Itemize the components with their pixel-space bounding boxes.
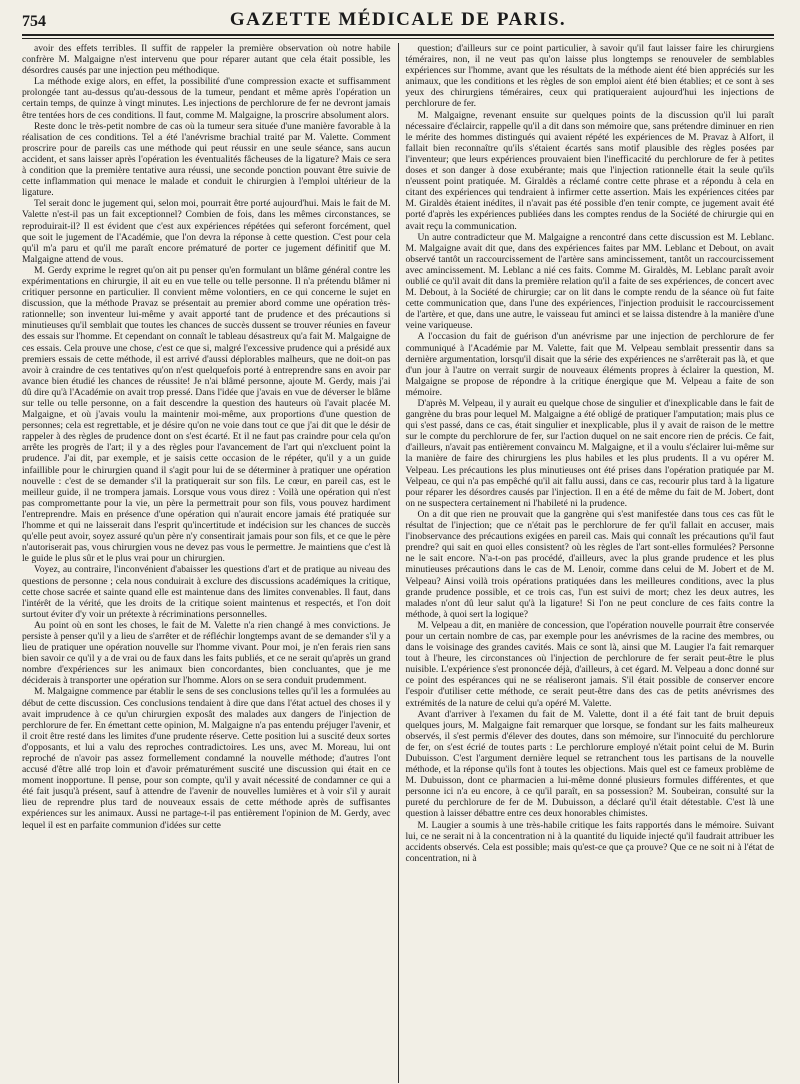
journal-title: GAZETTE MÉDICALE DE PARIS.	[229, 9, 567, 30]
paragraph: M. Velpeau a dit, en manière de concession, que l'opération nouvelle pourrait être conservée pour un certain nombre de cas, par exemple pour les anévrismes de la racine des membres, ou dans le voisinage des grandes cavités. Mais ce sont là, ainsi que M. Laugier l'a fait remarquer tout à l'heure, les circonstances où l'injection de perchlorure de fer serait peut-être le plus nuisible. L'expérience s'est prononcée déjà, d'ailleurs, à cet égard. M. Velpeau a donc donné sur ce point des espérances qui ne se réaliseront jamais. S'il était possible de conserver encore l'espoir d'utiliser cette méthode, ce serait peut-être dans des cas de petits anévrismes des extrémités de la nature de celui qu'a opéré M. Valette.	[405, 619, 774, 709]
right-column	[405, 43, 774, 1083]
paragraph: La méthode exige alors, en effet, la possibilité d'une compression exacte et suffisamment prolongée tant au-dessus qu'au-dessous de la tumeur, pendant et même après l'opération un certain temps, de quinze à vingt minutes. Les injections de perchlorure de fer ne devront jamais être tentées hors de ces conditions. Il faut, comme M. Malgaigne, la proscrire absolument alors.	[22, 76, 391, 121]
paragraph: Au point où en sont les choses, le fait de M. Valette n'a rien changé à mes convictions. Je persiste à penser qu'il y a lieu de s'arrêter et de réfléchir longtemps avant de se demander s'il y a lieu de pratiquer une opération nouvelle sur l'homme vivant. Pour moi, je n'en ferais rien sans bien savoir ce qu'il y a de vrai ou de faux dans les faits publiés, et ce ne serait qu'après un grand nombre d'expériences sur les animaux bien concordantes, bien concluantes, que je me déciderais à transporter une opération sur l'homme. Alors on se sera conduit prudemment.	[22, 619, 391, 687]
paragraph: question; d'ailleurs sur ce point particulier, à savoir qu'il faut laisser faire les chirurgiens téméraires, non, il ne veut pas qu'on laisse plus longtemps se renouveler de semblables expériences sur l'homme, avant que les résultats de la méthode aient été bien appréciés sur les animaux, que les conditions et les règles de son emploi aient été bien établies; et ce sont à ses yeux des chirurgiens téméraires, ceux qui pratiqueraient aujourd'hui les injections de perchlorure de fer.	[405, 43, 774, 110]
paragraph: On a dit que rien ne prouvait que la gangrène qui s'est manifestée dans tous ces cas fût le résultat de l'injection; que ce n'était pas le perchlorure de fer qu'il fallait en accuser, mais l'inobservance des précautions exigées en pareil cas. Mais qui connaît les précautions qu'il faut prendre? qui sait en quoi elles consistent? où les règles de l'art sont-elles formulées? Personne ne le sait encore. N'a-t-on pas procédé, d'ailleurs, avec la plus grande prudence et les plus minutieuses précautions dans le cas de M. Lenoir, comme dans celui de M. Jobert et de M. Velpeau? Ainsi voilà trois opérations pratiquées dans les meilleures conditions, avec la plus grande prudence possible, et ce trois cas, l'un est suivi de mort; chez les deux autres, les malades n'ont dû leur salut qu'à la ligature! Si l'on ne peut conclure de ces faits contre la méthode, à quoi sert la logique?	[405, 508, 774, 620]
header-rule	[22, 38, 774, 39]
paragraph: Voyez, au contraire, l'inconvénient d'abaisser les questions d'art et de pratique au niveau des questions de personne ; cela nous conduirait à exclure des discussions académiques la critique, cette chose sacrée et sainte quand elle est maintenue dans des limites convenables. Il faut, dans l'intérêt de la vérité, que les droits de la critique soient maintenus et respectés, et l'on doit surtout éviter d'y voir un prétexte à récriminations personnelles.	[22, 564, 391, 620]
paragraph: M. Malgaigne, revenant ensuite sur quelques points de la discussion qu'il lui paraît nécessaire d'éclaircir, rappelle qu'il a dit dans son mémoire que, sans prétendre diminuer en rien le mérite des hommes distingués qui avaient répété les expériences de M. Pravaz à Alfort, il fallait bien reconnaître qu'ils s'étaient écartés sans motif plausible des règles posées par l'inventeur; que leurs expériences prouvaient bien l'inefficacité du perchlorure de fer à petites doses et son danger à dose exubérante; mais que l'injection rationnelle était la seule qu'ils n'eussent point pratiquée. M. Giraldès a réclamé contre cette phrase et a répondu à cela en citant des expériences qui tendraient à infirmer cette assertion. Mais les expériences citées par M. Giraldès étaient inédites, il n'avait pas été possible d'en tenir compte, ce jugement avait été porté d'après les expériences publiées dans les comptes rendus de la Société de chirurgie qui en avait reçu la communication.	[405, 109, 774, 232]
paragraph: M. Gerdy exprime le regret qu'on ait pu penser qu'en formulant un blâme général contre les expérimentations en chirurgie, il ait eu en vue telle ou telle personne. Il n'a prétendu blâmer ni critiquer personne en particulier. Il convient même volontiers, en ce qui concerne le sujet en discussion, que la méthode Pravaz se présentait au premier abord comme une opération très-rationnelle; son inventeur lui-même y avait apporté tant de prudence et des précautions si minutieuses qu'il semblait que toutes les chances de succès dussent se trouver réunies en faveur des essais sur l'homme. Et cependant on connaît le tableau désastreux qu'a fait M. Malgaigne de ces essais. Cela prouve une chose, c'est ce que si, malgré l'excessive prudence qui a présidé aux premiers essais de cette méthode, il est arrivé d'aussi déplorables malheurs, que ne doit-on pas avoir à craindre de ces tentatives qu'on n'est quelquefois porté à entreprendre sans en avoir par avance bien étudié les chances de réussite! Je n'ai blâmé personne, ajoute M. Gerdy, mais j'ai dû dire qu'à l'Académie on avait trop pressé. Dans l'idée que j'avais en vue de déverser le blâme sur telle ou telle personne, on a fait descendre la question des hauteurs où l'avait placée M. Malgaigne, et où j'avais voulu la maintenir moi-même, aux proportions d'une question de personnes; cela est regrettable, et je désire qu'on ne voie dans tout ce que j'ai dit que le désir de rappeler à des règles de prudence dont on s'est écarté. Et il ne faut pas craindre pour cela qu'on arrête les progrès de l'art; il y a des règles pour l'avancement de l'art qui n'excluent point la prudence. J'ai dit, par exemple, et je saisis cette occasion de le répéter, qu'il y a un guide infaillible pour le chirurgien quand il s'agit pour lui de se déterminer à pratiquer une opération nouvelle : c'est de se demander s'il la pratiquerait sur son fils. Le cœur, en pareil cas, est le meilleur guide, il ne trompera jamais. Lorsque vous vous direz : Voilà une opération qui n'est pas compromettante pour la vie, un père la permettrait pour son fils, vous pouvez hardiment l'entreprendre. Mais en présence d'une opération qui n'aurait encore jamais été pratiquée sur l'homme et qui ne laisserait dans l'esprit qu'incertitude et indécision sur les chances de succès qu'elle peut avoir, soyez assuré qu'un père n'y consentirait jamais pour son fils, et ce que le père n'autoriserait pas, vous chirurgien vous ne devez pas vous le permettre. Je maintiens que c'est là le guide le plus sûr et le plus vrai pour un chirurgien.	[22, 264, 391, 565]
column-divider	[398, 43, 399, 1083]
paragraph: M. Laugier a soumis à une très-habile critique les faits rapportés dans le mémoire. Suivant lui, ce ne serait ni à la concentration ni à la quantité du liquide injecté qu'il faudrait attribuer les accidents observés. Cela est possible; mais qu'est-ce que ça prouve? Que ce ne soit ni à l'état de concentration, ni à	[405, 819, 774, 864]
page-number: 754	[22, 13, 46, 30]
paragraph: Avant d'arriver à l'examen du fait de M. Valette, dont il a été fait tant de bruit depuis quelques jours, M. Malgaigne fait remarquer que lorsque, se fondant sur les faits malheureux observés, il s'est permis d'élever des doutes, dans son mémoire, sur l'innocuité du perchlorure de fer, on s'est écrié de toutes parts : Le perchlorure employé n'était point celui de M. Burin Dubuisson. C'est l'argument dernière lequel se retranchent tous les partisans de la nouvelle méthode, et la réponse qu'ils font à toutes les objections. Mais quel est ce fameux problème de M. Dubuisson, dont ce pharmacien a lui-même donné plusieurs formules différentes, et que personne ici n'a eu encore, à ce qu'il paraît, en sa possession? M. Soubeiran, consulté sur la pureté du perchlorure de fer de M. Dubuisson, a déclaré qu'il était détestable. C'est là une question à laisser débattre entre ces deux honorables chimistes.	[405, 708, 774, 820]
paragraph: Tel serait donc le jugement qui, selon moi, pourrait être porté aujourd'hui. Mais le fait de M. Valette n'est-il pas un fait exceptionnel? Combien de fois, dans les mêmes circonstances, se reproduirait-il? Il est évident que c'est aux expériences répétées qui seferont forcément, quel que soit le jugement de l'Académie, que l'on devra la réponse à cette question. C'est pour cela qu'il m'a paru et qu'il me paraît encore prématuré de porter ce jugement définitif que M. Malgaigne attend de vous.	[22, 198, 391, 265]
paragraph: A l'occasion du fait de guérison d'un anévrisme par une injection de perchlorure de fer communiqué à l'Académie par M. Valette, fait que M. Velpeau semblait pressentir dans sa dernière argumentation, lorsqu'il disait que la série des expériences ne s'arrêterait pas là, et que d'un jour à l'autre on verrait surgir de nouveaux éléments propres à éclairer la question, M. Malgaigne se propose de répondre à la critique énergique que M. Velpeau a faite de son mémoire.	[405, 331, 774, 398]
paragraph: D'après M. Velpeau, il y aurait eu quelque chose de singulier et d'inexplicable dans le fait de gangrène du bras pour lequel M. Malgaigne a été obligé de pratiquer l'amputation; mais plus ce qui s'est passé, dans ce cas, était singulier et inexplicable, plus il y avait de raison de le mettre sur le compte du perchlorure de fer, sur l'action duquel on ne sait encore rien de précis. Ce fait, d'ailleurs, n'avait pas entièrement convaincu M. Malgaigne, et il a voulu s'éclairer lui-même sur la manière de faire des chirurgiens les plus habiles et les plus prudents. Il a vu opérer M. Velpeau. Les précautions les plus minutieuses ont été prises dans l'opération pratiquée par M. Velpeau, ce qui n'a pas empêché qu'il ait fallu aussi, dans ce cas, recourir plus tard à la ligature pour réparer les désordres causés par l'injection. Il en a été de même du fait de M. Jobert, dont on ne suspectera certainement ni l'habileté ni la prudence.	[405, 398, 774, 509]
paragraph: Reste donc le très-petit nombre de cas où la tumeur sera située d'une manière favorable à la réalisation de ces conditions. Tel a été l'anévrisme brachial traité par M. Valette. Comment proscrire pour de pareils cas une méthode qui peut réussir en une seule séance, sans aucun accident, et sans laisser après l'opération les éventualités fâcheuses de la ligature? Mais ce sera à condition que la première tentative aura réussi, une seconde ponction pouvant être suivie de cette inflammation qui menace le malade et conduit le chirurgien à l'emploi ultérieur de la ligature.	[22, 120, 391, 199]
paragraph: Un autre contradicteur que M. Malgaigne a rencontré dans cette discussion est M. Leblanc. M. Malgaigne avait dit que, dans des expériences faites par MM. Leblanc et Debout, on avait observé tantôt un raccourcissement de l'artère sans amincissement, tantôt un raccourcissement avec amincissement. M. Leblanc a nié ces faits. Comme M. Giraldès, M. Leblanc paraît avoir oublié ce qu'il avait dit dans la première relation qu'il a faite de ses expériences, de concert avec M. Debout, à la Société de chirurgie; car on lit dans le compte rendu de la séance où fut faite cette communication que, dans l'une des expériences, l'injection produisit le raccourcissement de l'artère, et que, dans une autre, le vaisseau fut aminci et se laissa distendre à la manière d'une veine variqueuse.	[405, 231, 774, 332]
paragraph: M. Malgaigne commence par établir le sens de ses conclusions telles qu'il les a formulées au début de cette discussion. Ces conclusions tendaient à dire que dans l'état actuel des choses il y avait imprudence à ce qu'un chirurgien exposât des malades aux dangers de l'injection de perchlorure de fer. En émettant cette opinion, M. Malgaigne n'a pas entendu préjuger l'avenir, et il croit être resté dans les limites d'une prudente réserve. Cette position lui a suscité deux sortes d'opposants, et lui a valu des reproches contradictoires. Les uns, avec M. Moreau, lui ont reproché de n'avoir pas assez formellement condamné la nouvelle méthode; d'autres l'ont accusé d'être allé trop loin et d'avoir prématurément suscité une discussion qui était en ce moment inopportune. Il pense, pour son compte, qu'il y avait nécessité de condamner ce qui a été fait jusqu'à présent, sauf à attendre de l'avenir de nouvelles lumières et à voir s'il y aurait lieu de reprendre plus tard de nouveaux essais de cette méthode après de suffisantes expériences sur les animaux. Aussi ne partage-t-il pas entièrement l'opinion de M. Gerdy, avec lequel il est en parfaite communion d'idées sur cette	[22, 686, 391, 831]
page-header	[22, 10, 774, 36]
paragraph: avoir des effets terribles. Il suffit de rappeler la première observation où notre habile confrère M. Malgaigne n'est intervenu que pour réparer autant que cela était possible, les désordres causés par une injection peu méthodique.	[22, 43, 391, 77]
left-column	[22, 43, 391, 1083]
text-columns	[22, 43, 774, 1083]
